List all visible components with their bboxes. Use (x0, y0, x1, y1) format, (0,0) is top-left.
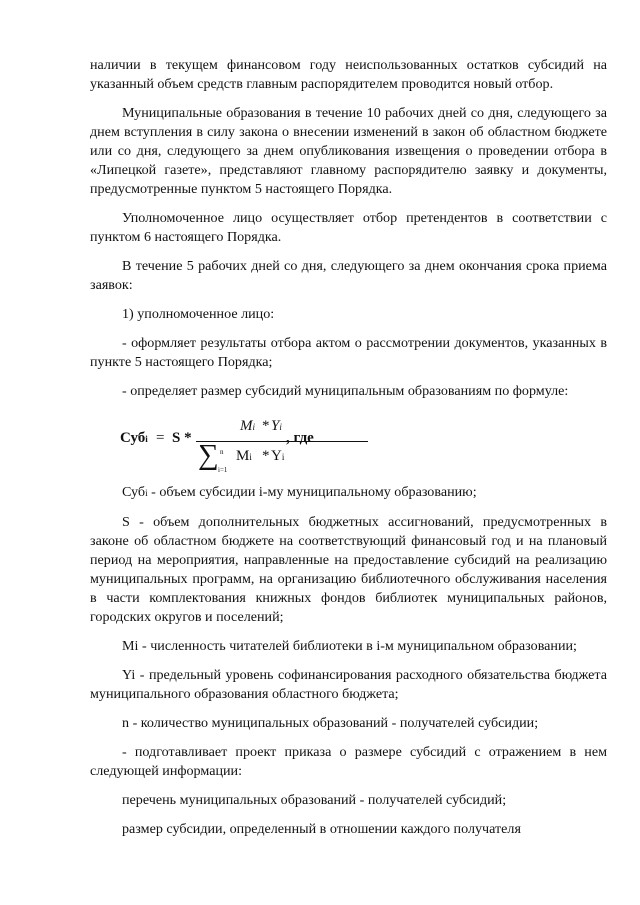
definition-mi: Mi - численность читателей библиотеки в i-м муниципальном образовании; (122, 638, 577, 654)
subsidy-formula (90, 411, 607, 474)
paragraph-10: размер субсидии, определенный в отношении каждого получателя (122, 821, 521, 837)
paragraph-8: - подготавливает проект приказа о размере субсидий с отражением в нем следующей информации: (90, 744, 607, 779)
formula-numerator-star: * (262, 418, 270, 434)
paragraph-6: - оформляет результаты отбора актом о рассмотрении документов, указанных в пункте 5 настоящего Порядка; (90, 335, 607, 370)
formula-s: S * (172, 430, 192, 446)
paragraph-5: 1) уполномоченное лицо: (122, 306, 275, 322)
paragraph-2: Муниципальные образования в течение 10 рабочих дней со дня, следующего за днем вступления в силу закона о внесении изменений в закон об областном бюджете или со дня, следующего за днем опубликования извещения о проведении отбора в «Липецкой газете», представляют главному распорядителю заявку и документы, предусмотренные пунктом 5 настоящего Порядка. (90, 105, 607, 197)
definition-yi: Yi - предельный уровень софинансирования расходного обязательства бюджета муниципального образования областного бюджета; (90, 667, 607, 702)
sum-lower-limit: i=1 (218, 466, 228, 474)
formula-denominator-m: Mi (236, 448, 252, 464)
formula-lhs: Субi (120, 430, 148, 446)
paragraph-3: Уполномоченное лицо осуществляет отбор претендентов в соответствии с пунктом 6 настоящего Порядка. (90, 210, 607, 245)
formula-denominator-star: * (262, 448, 270, 464)
definition-sub: Субi - объем субсидии i-му муниципальному образованию; (122, 484, 477, 500)
paragraph-7: - определяет размер субсидий муниципальным образованиям по формуле: (122, 383, 569, 399)
paragraph-4: В течение 5 рабочих дней со дня, следующего за днем окончания срока приема заявок: (90, 258, 607, 293)
formula-equals: = (156, 430, 165, 446)
sum-sign: ∑ (198, 439, 219, 471)
fraction-line (196, 441, 368, 442)
paragraph-9: перечень муниципальных образований - получателей субсидий; (122, 792, 507, 808)
paragraph-1: наличии в текущем финансовом году неиспользованных остатков субсидий на указанный объем средств главным распорядителем проводится новый отбор. (90, 57, 607, 92)
formula-tail: , где (286, 430, 314, 446)
definition-s: S - объем дополнительных бюджетных ассигнований, предусмотренных в законе об областном бюджете на соответствующий финансовый год и на плановый период на мероприятия, направленные на предоставление субсидий на реализацию муниципальных программ, на организацию библиотечного обслуживания населения в части комплектования книжных фондов библиотек муниципальных районов, городских округов и поселений; (90, 514, 607, 625)
formula-numerator-y: Yi (271, 418, 282, 434)
formula-denominator-y: Yi (271, 448, 285, 464)
sum-upper-limit: n (220, 448, 224, 456)
formula-numerator-m: Mi (240, 418, 256, 434)
definition-n: n - количество муниципальных образований - получателей субсидии; (122, 715, 539, 731)
document-page (90, 56, 607, 839)
